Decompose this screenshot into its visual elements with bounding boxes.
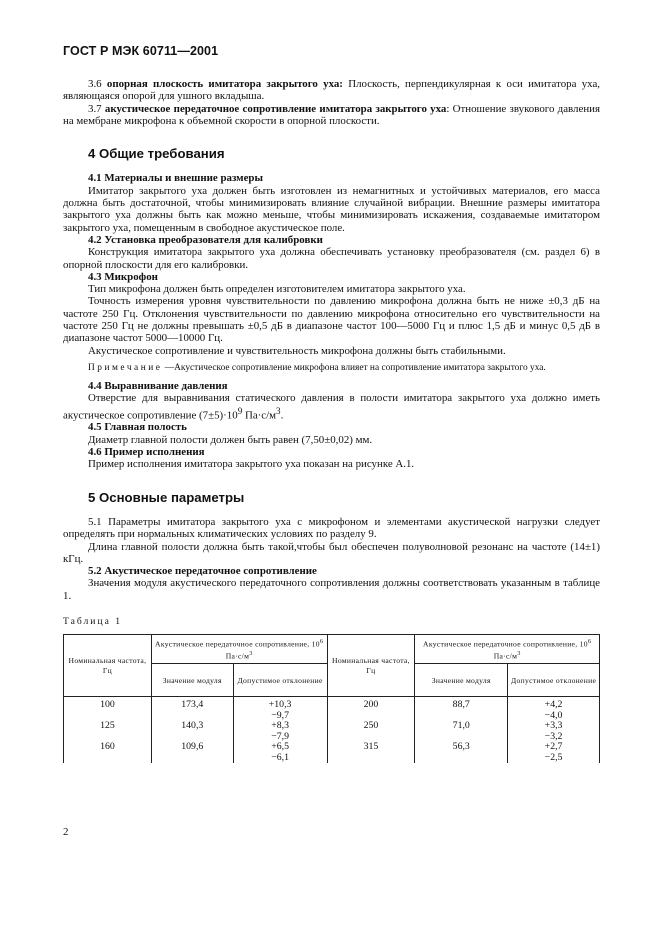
subsection-4-2-heading: 4.2 Установка преобразователя для калибровки bbox=[88, 233, 323, 246]
definition-3-6 bbox=[63, 78, 600, 103]
subsection-4-4-heading: 4.4 Выравнивание давления bbox=[88, 379, 228, 392]
deviation-plus: +3,3 bbox=[544, 720, 563, 732]
page-number: 2 bbox=[63, 826, 69, 838]
cell-frequency: 160 bbox=[64, 742, 152, 763]
header-impedance bbox=[151, 635, 327, 664]
cell-value: 88,7 bbox=[415, 697, 508, 722]
note-label: Примечание bbox=[88, 362, 163, 373]
subsection-4-5-heading: 4.5 Главная полость bbox=[88, 421, 187, 434]
subsection-4-6-heading: 4.6 Пример исполнения bbox=[88, 446, 205, 459]
deviation-minus: −4,0 bbox=[544, 709, 563, 721]
header-impedance bbox=[415, 635, 600, 664]
cell-value: 109,6 bbox=[151, 742, 233, 763]
cell-frequency: 250 bbox=[327, 721, 415, 742]
text-run: Акустическое передаточное сопротивление, 10 bbox=[423, 639, 588, 649]
section-5-heading: 5 Основные параметры bbox=[88, 489, 245, 505]
section-4-heading: 4 Общие требования bbox=[88, 146, 225, 162]
subsection-4-1-heading: 4.1 Материалы и внешние размеры bbox=[88, 172, 263, 185]
cell-value: 173,4 bbox=[151, 697, 233, 722]
deviation-minus: −3,2 bbox=[544, 730, 563, 742]
superscript: 3 bbox=[249, 650, 253, 658]
note-text: —Акустическое сопротивление микрофона влияет на сопротивление имитатора закрытого уха. bbox=[162, 362, 546, 373]
deviation-minus: −6,1 bbox=[271, 751, 289, 763]
running-header: ГОСТ Р МЭК 60711—2001 bbox=[63, 44, 219, 58]
table-row bbox=[64, 721, 600, 742]
superscript: 3 bbox=[276, 405, 281, 416]
table-1 bbox=[63, 634, 600, 763]
deviation-minus: −9,7 bbox=[271, 709, 289, 721]
cell-deviation bbox=[233, 742, 327, 763]
superscript: 3 bbox=[517, 650, 521, 658]
superscript: 9 bbox=[237, 405, 243, 416]
cell-value: 71,0 bbox=[415, 721, 508, 742]
paragraph-4-5: Диаметр главной полости должен быть равен (7,50±0,02) мм. bbox=[88, 433, 373, 446]
def-number: 3.7 bbox=[88, 102, 102, 115]
superscript: 6 bbox=[587, 638, 592, 646]
deviation-plus: +2,7 bbox=[544, 741, 563, 753]
paragraph-4-6: Пример исполнения имитатора закрытого уха показан на рисунке А.1. bbox=[88, 458, 415, 471]
subsection-5-2-heading: 5.2 Акустическое передаточное сопротивление bbox=[88, 565, 317, 578]
text-run: Па·с/м bbox=[493, 651, 518, 661]
cell-deviation bbox=[233, 697, 327, 722]
header-value: Значение модуля bbox=[415, 664, 508, 697]
header-deviation: Допустимое отклонение bbox=[508, 664, 600, 697]
cell-frequency: 100 bbox=[64, 697, 152, 722]
paragraph-5-1-b: Длина главной полости должна быть такой,чтобы был обеспечен полуволновой резонанс на частоте (14±1) кГц. bbox=[63, 540, 600, 565]
header-deviation: Допустимое отклонение bbox=[233, 664, 327, 697]
cell-deviation bbox=[508, 721, 600, 742]
cell-deviation bbox=[233, 721, 327, 742]
text-run: Отверстие для выравнивания статического давления в полости имитатора закрытого уха должно иметь акустическое сопротивление (7±5)·10 bbox=[63, 392, 600, 422]
paragraph-5-2: Значения модуля акустического передаточного сопротивления должны соответствовать указанным в таблице 1. bbox=[63, 577, 600, 602]
deviation-plus: +4,2 bbox=[544, 699, 563, 711]
deviation-plus: +6,5 bbox=[271, 741, 289, 753]
def-text: : Отношение звукового давления на мембране микрофона к объемной скорости в опорной плоскости. bbox=[63, 102, 600, 127]
header-frequency: Номинальная частота, Гц bbox=[64, 635, 152, 697]
deviation-plus: +8,3 bbox=[271, 720, 289, 732]
superscript: 6 bbox=[319, 638, 324, 646]
deviation-minus: −7,9 bbox=[271, 730, 289, 742]
paragraph-5-1: 5.1 Параметры имитатора закрытого уха с микрофоном и элементами акустической нагрузки следует определять при нормальных климатических условиях по разделу 9. bbox=[63, 515, 600, 541]
text-run: . bbox=[280, 409, 284, 422]
deviation-plus: +10,3 bbox=[268, 699, 292, 711]
def-term: опорная плоскость имитатора закрытого уха: bbox=[106, 78, 343, 90]
paragraph-4-3-c: Акустическое сопротивление и чувствительность микрофона должны быть стабильными. bbox=[88, 344, 506, 357]
text-run: Акустическое передаточное сопротивление, 10 bbox=[155, 639, 320, 649]
def-text: Плоскость, перпендикулярная к оси имитатора уха, являющаяся опорой для ушного вкладыша. bbox=[63, 78, 600, 103]
cell-value: 56,3 bbox=[415, 742, 508, 763]
paragraph-4-1: Имитатор закрытого уха должен быть изготовлен из немагнитных и устойчивых материалов, его масса должна быть достаточной, чтобы минимизировать влияние случайной вибрации. Внешние размеры имитатора закрытого уха должны быть как можно меньше, чтобы минимизировать искажения, создаваемые имитатором закрытого уха, помещенным в свободное акустическое поле. bbox=[63, 184, 600, 234]
table-row bbox=[64, 697, 600, 722]
paragraph-4-3-a: Тип микрофона должен быть определен изготовителем имитатора закрытого уха. bbox=[88, 283, 466, 296]
definition-3-7 bbox=[63, 103, 600, 128]
def-term: акустическое передаточное сопротивление имитатора закрытого уха bbox=[104, 102, 447, 115]
cell-frequency: 125 bbox=[64, 721, 152, 742]
table-caption: Таблица 1 bbox=[63, 616, 123, 628]
header-value: Значение модуля bbox=[151, 664, 233, 697]
cell-value: 140,3 bbox=[151, 721, 233, 742]
cell-frequency: 200 bbox=[327, 697, 415, 722]
cell-deviation bbox=[508, 697, 600, 722]
text-run: Па·с/м bbox=[225, 651, 250, 661]
def-number: 3.6 bbox=[88, 78, 102, 90]
text-run: Па·с/м bbox=[242, 409, 277, 422]
document-body bbox=[63, 78, 600, 763]
cell-deviation bbox=[508, 742, 600, 763]
deviation-minus: −2,5 bbox=[544, 751, 563, 763]
paragraph-4-3-b: Точность измерения уровня чувствительности по давлению микрофона должна быть не ниже ±0,3 дБ на частоте 250 Гц. Отклонения чувствительности по давлению микрофона относительно его чувствительности на частоте 250 Гц не должны превышать ±0,5 дБ в диапазоне частот 100—5000 Гц и плюс 1,5 дБ и минус 0,5 дБ в диапазоне частот 5000—10000 Гц. bbox=[63, 295, 600, 345]
paragraph-4-4 bbox=[63, 392, 600, 421]
note bbox=[63, 363, 600, 374]
header-frequency: Номинальная частота, Гц bbox=[327, 635, 415, 697]
subsection-4-3-heading: 4.3 Микрофон bbox=[88, 270, 158, 283]
paragraph-4-2: Конструкция имитатора закрытого уха должна обеспечивать установку преобразователя (см. раздел 6) в опорной плоскости для его калибровки. bbox=[63, 246, 600, 271]
table-row bbox=[64, 742, 600, 763]
cell-frequency: 315 bbox=[327, 742, 415, 763]
